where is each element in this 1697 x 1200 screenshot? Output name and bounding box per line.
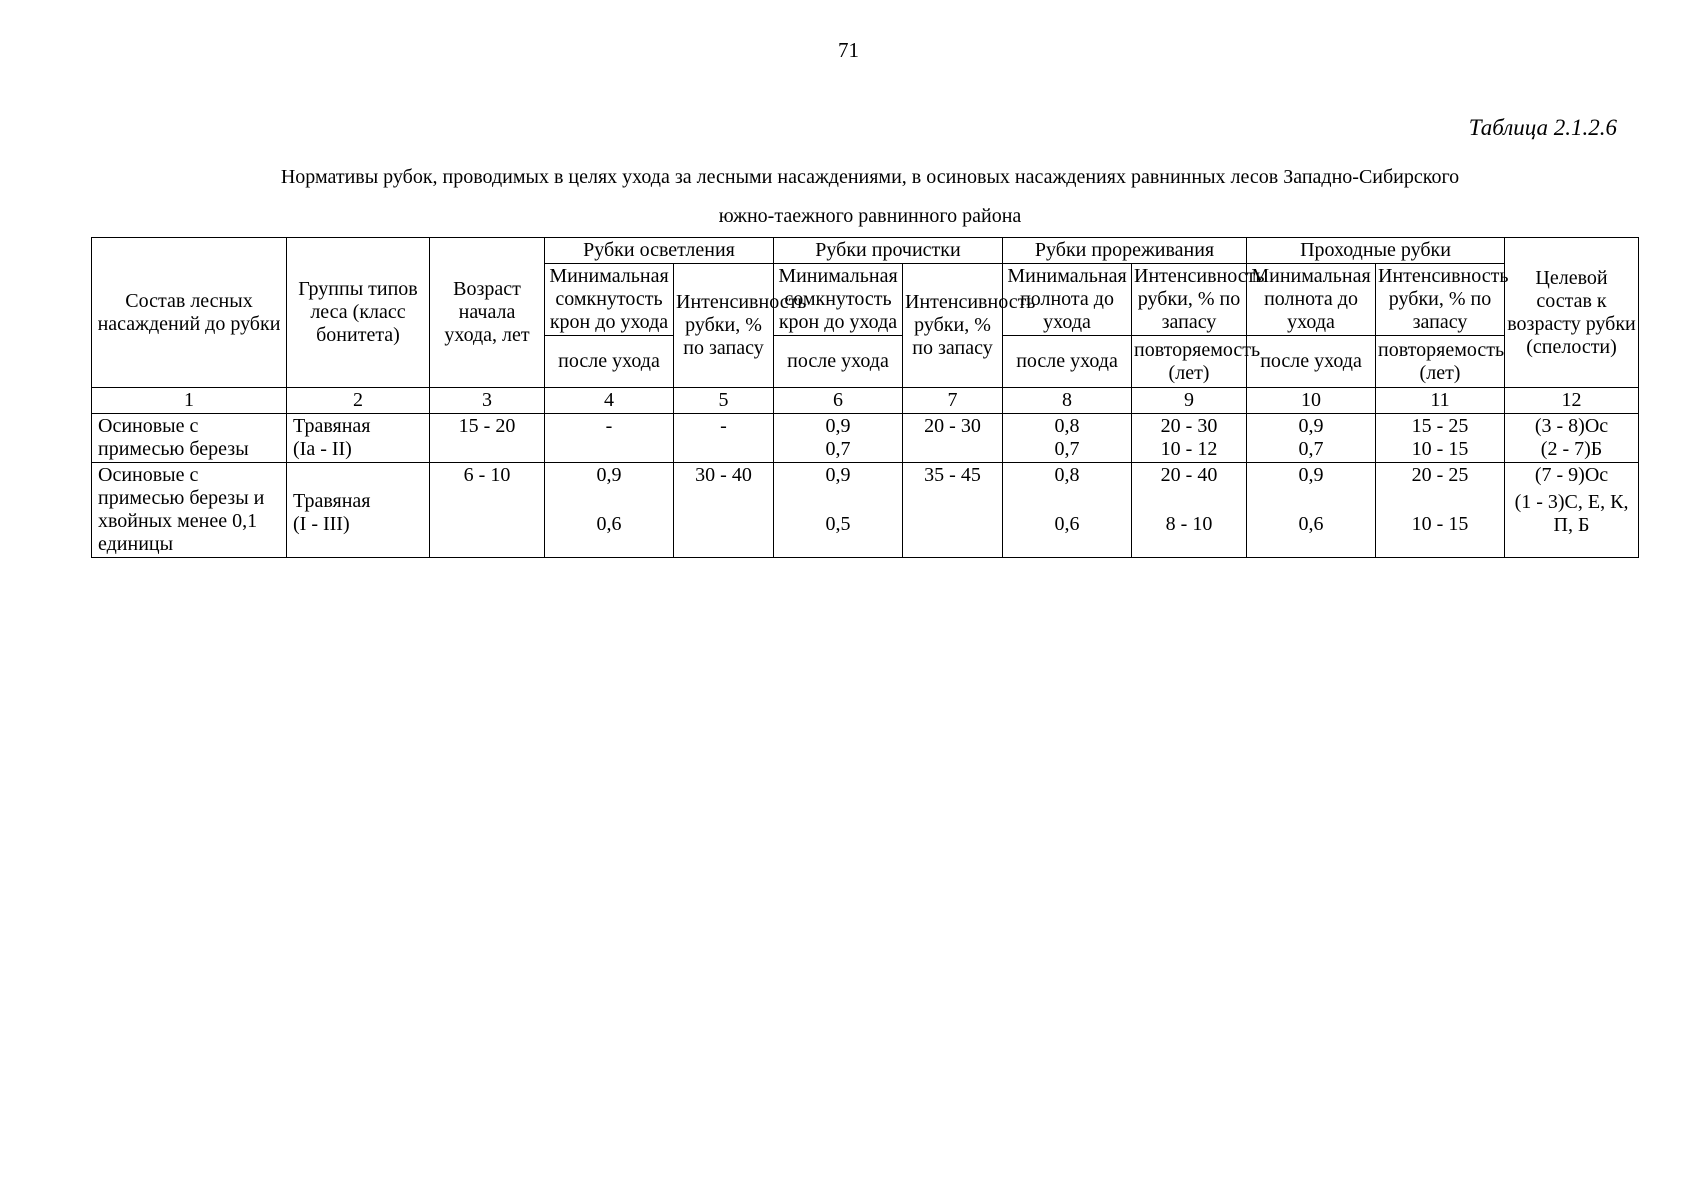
cell-line: 0,9 [825, 464, 851, 486]
min-closure-cell [545, 463, 674, 558]
cell-line: хвойных менее 0,1 [98, 510, 258, 532]
cell-spacer [1249, 487, 1373, 513]
table-row [92, 463, 1639, 558]
header-group-row [92, 238, 1639, 264]
cell-line: Осиновые с [98, 464, 199, 486]
cell-line: (7 - 9)Ос [1534, 464, 1609, 486]
column-number: 8 [1003, 388, 1132, 414]
table-title [90, 158, 1650, 236]
cell-line: 0,8 [1054, 464, 1080, 486]
cell-spacer [547, 487, 671, 513]
header-group-passage: Проходные рубки [1247, 238, 1505, 264]
intensity-cell: - [674, 414, 774, 463]
intensity-cell: 30 - 40 [674, 463, 774, 558]
cell-line: (Ia - II) [293, 438, 352, 460]
column-number: 12 [1505, 388, 1639, 414]
min-density-cell [1003, 463, 1132, 558]
cell-line: примесью березы [98, 438, 249, 460]
start-age-cell: 6 - 10 [430, 463, 545, 558]
column-number: 6 [774, 388, 903, 414]
cell-line: 10 - 15 [1411, 438, 1469, 460]
header-repeat-2: повторяемость (лет) [1376, 336, 1505, 388]
header-intensity-2: Интенсивность рубки, % по запасу [903, 264, 1003, 388]
header-min-density-1: Минимальная полнота до ухода [1003, 264, 1132, 336]
min-closure-cell: - [545, 414, 674, 463]
min-density-cell [1003, 414, 1132, 463]
header-group-cleaning: Рубки прочистки [774, 238, 1003, 264]
intensity-cell [1132, 463, 1247, 558]
column-number: 1 [92, 388, 287, 414]
min-closure-cell [774, 463, 903, 558]
header-intensity-4: Интенсивность рубки, % по запасу [1376, 264, 1505, 336]
column-number: 5 [674, 388, 774, 414]
cell-spacer [776, 487, 900, 513]
column-number: 7 [903, 388, 1003, 414]
cell-line: 20 - 30 [1160, 415, 1218, 437]
header-target-composition: Целевой состав к возрасту рубки (спелости) [1505, 238, 1639, 388]
cell-line: 0,7 [1298, 438, 1324, 460]
forest-type-cell [287, 463, 430, 558]
header-group-thinning: Рубки прореживания [1003, 238, 1247, 264]
header-group-clearing: Рубки осветления [545, 238, 774, 264]
header-intensity-3: Интенсивность рубки, % по запасу [1132, 264, 1247, 336]
cell-spacer [1134, 487, 1244, 513]
title-line-1: Нормативы рубок, проводимых в целях ухода за лесными насаждениями, в осиновых насаждениях равнинных лесов Западно-Сибирского [280, 166, 1460, 188]
cell-line: 0,9 [596, 464, 622, 486]
cell-spacer [293, 464, 427, 490]
intensity-cell: 20 - 30 [903, 414, 1003, 463]
cell-line: (I - III) [293, 513, 350, 535]
title-line-2: южно-таежного равнинного района [718, 205, 1022, 227]
intensity-cell: 35 - 45 [903, 463, 1003, 558]
cell-line: (1 - 3)С, Е, К, П, Б [1514, 491, 1629, 536]
cell-line: примесью березы и [98, 487, 265, 509]
table-row [92, 414, 1639, 463]
norms-table [91, 237, 1639, 558]
table-reference: Таблица 2.1.2.6 [1468, 115, 1617, 140]
header-after-care-3: после ухода [1003, 336, 1132, 388]
cell-line: Осиновые с [98, 415, 199, 437]
forest-type-cell [287, 414, 430, 463]
cell-line: 10 - 15 [1411, 513, 1469, 535]
cell-line: 10 - 12 [1160, 438, 1218, 460]
intensity-cell [1132, 414, 1247, 463]
header-after-care-2: после ухода [774, 336, 903, 388]
cell-line: Травяная [293, 415, 371, 437]
column-number: 3 [430, 388, 545, 414]
cell-line: 15 - 25 [1411, 415, 1469, 437]
composition-cell [92, 414, 287, 463]
header-composition: Состав лесных насаждений до рубки [92, 238, 287, 388]
intensity-cell [1376, 463, 1505, 558]
column-number: 11 [1376, 388, 1505, 414]
min-density-cell [1247, 463, 1376, 558]
cell-line: 0,6 [1298, 513, 1324, 535]
cell-line: 20 - 25 [1411, 464, 1469, 486]
cell-line: 0,6 [1054, 513, 1080, 535]
cell-line: Травяная [293, 490, 371, 512]
min-closure-cell [774, 414, 903, 463]
cell-line: 0,9 [1298, 464, 1324, 486]
min-density-cell [1247, 414, 1376, 463]
cell-line: (3 - 8)Ос [1534, 415, 1609, 437]
cell-line: 0,9 [1298, 415, 1324, 437]
cell-spacer [1005, 487, 1129, 513]
start-age-cell: 15 - 20 [430, 414, 545, 463]
cell-line: 20 - 40 [1160, 464, 1218, 486]
header-after-care-4: после ухода [1247, 336, 1376, 388]
cell-line: 0,7 [825, 438, 851, 460]
header-repeat-1: повторяемость (лет) [1132, 336, 1247, 388]
cell-spacer [1378, 487, 1502, 513]
target-composition-cell [1505, 414, 1639, 463]
header-min-closure-2: Минимальная сомкнутость крон до ухода [774, 264, 903, 336]
cell-line: 0,5 [825, 513, 851, 535]
cell-line: 0,8 [1054, 415, 1080, 437]
page-number: 71 [838, 38, 859, 62]
column-number-row [92, 388, 1639, 414]
column-number: 4 [545, 388, 674, 414]
composition-cell [92, 463, 287, 558]
header-min-density-2: Минимальная полнота до ухода [1247, 264, 1376, 336]
cell-line: 8 - 10 [1165, 513, 1213, 535]
header-forest-type: Группы типов леса (класс бонитета) [287, 238, 430, 388]
column-number: 9 [1132, 388, 1247, 414]
column-number: 2 [287, 388, 430, 414]
cell-line: 0,9 [825, 415, 851, 437]
header-min-closure-1: Минимальная сомкнутость крон до ухода [545, 264, 674, 336]
header-after-care-1: после ухода [545, 336, 674, 388]
intensity-cell [1376, 414, 1505, 463]
cell-line: (2 - 7)Б [1540, 438, 1603, 460]
target-composition-cell [1505, 463, 1639, 558]
column-number: 10 [1247, 388, 1376, 414]
header-intensity-1: Интенсивность рубки, % по запасу [674, 264, 774, 388]
header-start-age: Возраст начала ухода, лет [430, 238, 545, 388]
cell-line: единицы [98, 533, 174, 555]
cell-line: 0,6 [596, 513, 622, 535]
cell-line: 0,7 [1054, 438, 1080, 460]
